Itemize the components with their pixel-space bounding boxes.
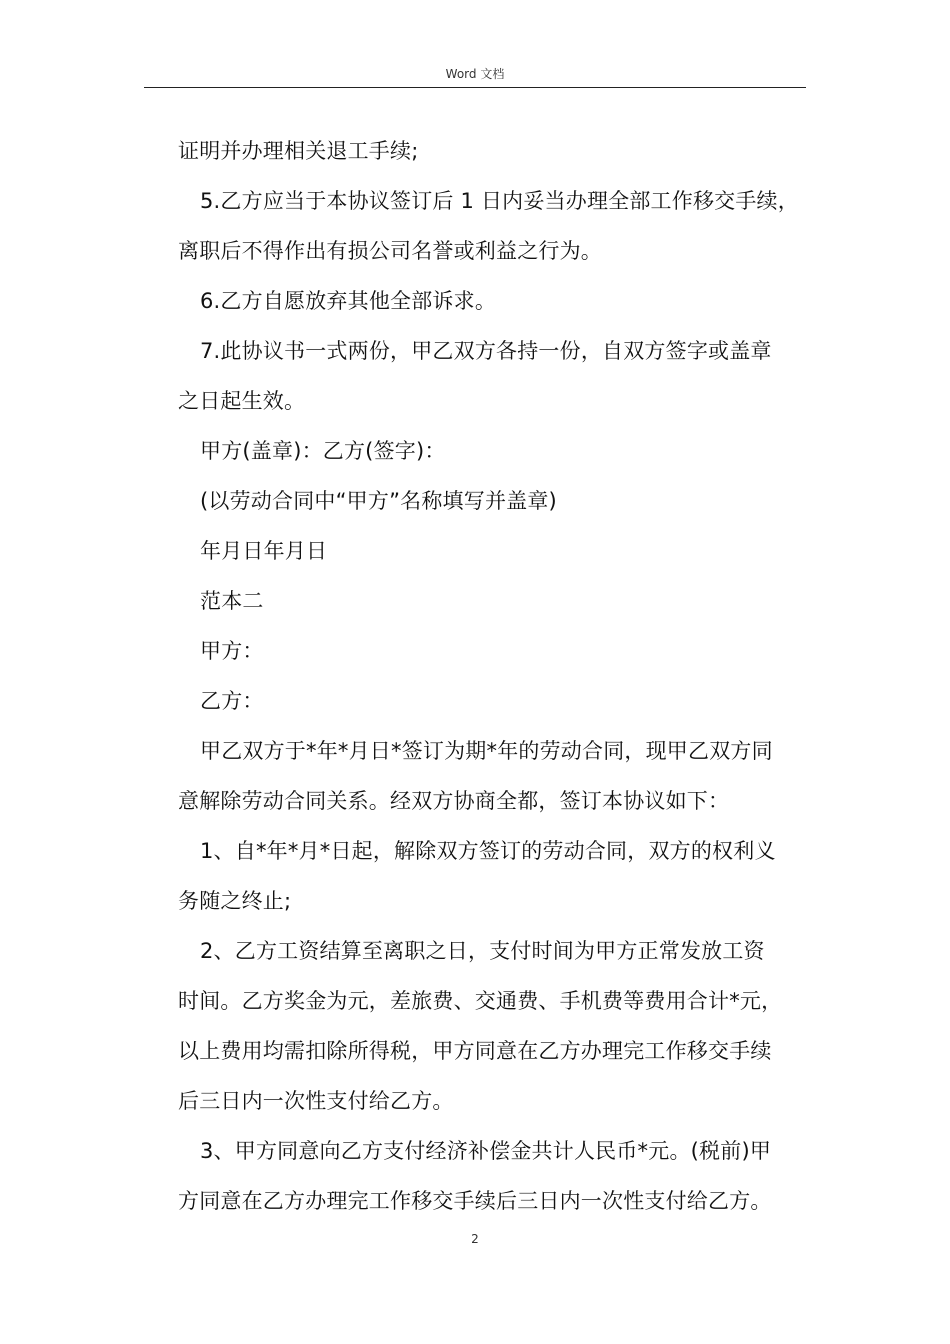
signature-note: (以劳动合同中“甲方”名称填写并盖章) bbox=[200, 489, 557, 513]
paragraph-line: 时间。乙方奖金为元，差旅费、交通费、手机费等费用合计*元， bbox=[178, 989, 783, 1013]
paragraph-line: 6.乙方自愿放弃其他全部诉求。 bbox=[200, 289, 497, 313]
paragraph-line: 7.此协议书一式两份，甲乙双方各持一份，自双方签字或盖章 bbox=[200, 339, 772, 363]
party-a-line: 甲方： bbox=[200, 639, 264, 663]
paragraph-line: 之日起生效。 bbox=[178, 389, 306, 413]
paragraph-line: 方同意在乙方办理完工作移交手续后三日内一次性支付给乙方。 bbox=[178, 1189, 772, 1213]
page-number: 2 bbox=[471, 1232, 479, 1246]
paragraph-line: 5.乙方应当于本协议签订后 1 日内妥当办理全部工作移交手续， bbox=[200, 189, 799, 213]
paragraph-line: 务随之终止; bbox=[178, 889, 292, 913]
signature-line: 甲方(盖章)：乙方(签字)： bbox=[200, 439, 446, 463]
date-line: 年月日年月日 bbox=[200, 539, 328, 563]
paragraph-line: 3、甲方同意向乙方支付经济补偿金共计人民币*元。(税前)甲 bbox=[200, 1139, 772, 1163]
paragraph-line: 甲乙双方于*年*月日*签订为期*年的劳动合同，现甲乙双方同 bbox=[200, 739, 773, 763]
paragraph-line: 意解除劳动合同关系。经双方协商全都，签订本协议如下： bbox=[178, 789, 730, 813]
paragraph-line: 以上费用均需扣除所得税，甲方同意在乙方办理完工作移交手续 bbox=[178, 1039, 772, 1063]
paragraph-line: 1、自*年*月*日起，解除双方签订的劳动合同，双方的权利义 bbox=[200, 839, 776, 863]
section-heading: 范本二 bbox=[200, 589, 264, 613]
paragraph-line: 离职后不得作出有损公司名誉或利益之行为。 bbox=[178, 239, 602, 263]
header-divider bbox=[144, 87, 806, 88]
document-body bbox=[178, 126, 808, 1226]
paragraph-line: 证明并办理相关退工手续; bbox=[178, 139, 419, 163]
paragraph-line: 后三日内一次性支付给乙方。 bbox=[178, 1089, 454, 1113]
paragraph-line: 2、乙方工资结算至离职之日，支付时间为甲方正常发放工资 bbox=[200, 939, 765, 963]
party-b-line: 乙方： bbox=[200, 689, 264, 713]
page-header-title: Word 文档 bbox=[445, 67, 505, 81]
